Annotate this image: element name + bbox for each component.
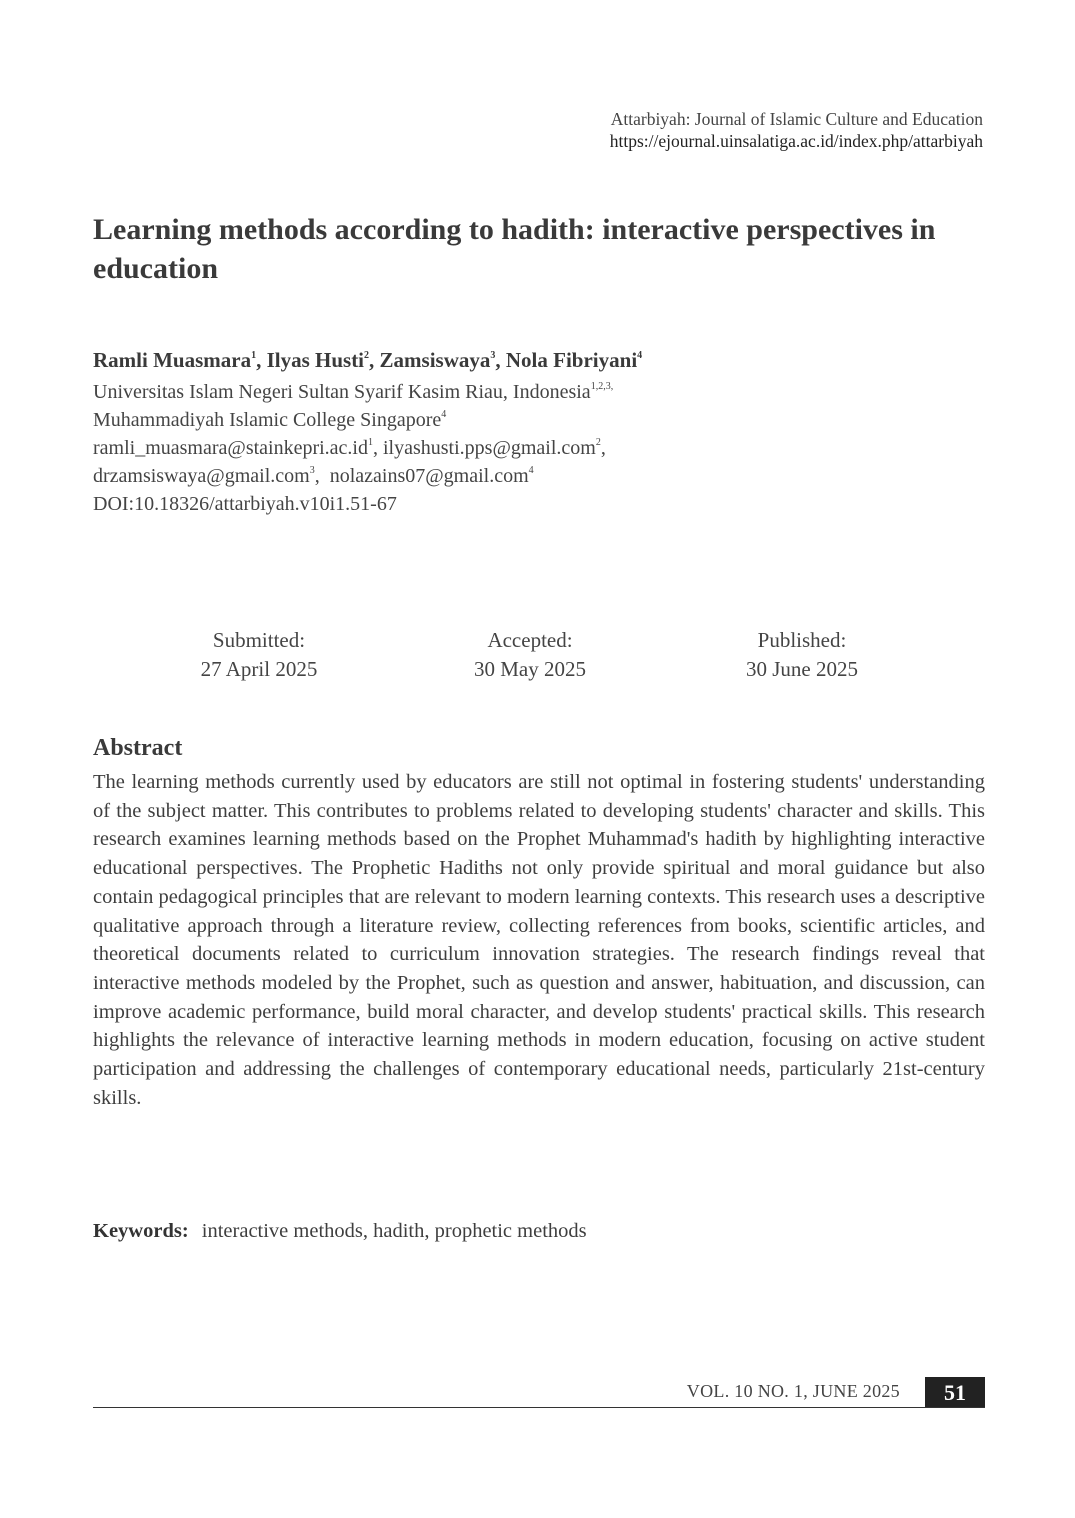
affiliation-2 [93, 406, 993, 434]
author-name: Zamsiswaya [379, 348, 491, 372]
accepted-date [420, 626, 640, 684]
email-line-2: drzamsiswaya@gmail.com$^3$, nolazains07@gmail.com$^4$ [93, 465, 534, 487]
email-mark: 4 [528, 465, 534, 476]
footer-volume: VOL. 10 NO. 1, JUNE 2025 [686, 1381, 900, 1401]
submitted-label: Submitted: [212, 628, 306, 652]
keywords-values: interactive methods, hadith, prophetic methods [201, 1220, 587, 1242]
affiliation-mark: 1,2,3, [590, 381, 614, 392]
author-name: Ilyas Husti [266, 348, 365, 372]
author-mark: 4 [637, 350, 643, 361]
footer-rule [93, 1407, 985, 1408]
page-number: 51 [925, 1377, 985, 1408]
published-value: 30 June 2025 [746, 657, 858, 681]
abstract-body: The learning methods currently used by educators are still not optimal in fostering students' understanding of the subject matter. This contributes to problems related to developing students' character and skills. This research examines learning methods based on the Prophet Muhammad's hadith by highlighting interactive educational perspectives. The Prophetic Hadiths not only provide spiritual and moral guidance but also contain pedagogical principles that are relevant to modern learning contexts. This research uses a descriptive qualitative approach through a literature review, collecting references from books, scientific articles, and theoretical documents related to curriculum innovation strategies. The research findings reveal that interactive methods modeled by the Prophet, such as question and answer, habituation, and discussion, can improve academic performance, build moral character, and develop students' practical skills. This research highlights the relevance of interactive learning methods in modern education, focusing on active student participation and addressing the challenges of contemporary educational needs, particularly 21st-century skills. [93, 771, 985, 1109]
accepted-value: 30 May 2025 [474, 657, 586, 681]
submitted-value: 27 April 2025 [200, 657, 318, 681]
accepted-label: Accepted: [487, 628, 573, 652]
email-mark: 3 [309, 465, 315, 476]
email-mark: 1 [368, 437, 373, 448]
affiliation-text: Muhammadiyah Islamic College Singapore [93, 409, 442, 431]
journal-url[interactable]: https://ejournal.uinsalatiga.ac.id/index.php/attarbiyah [609, 131, 983, 151]
doi[interactable]: DOI:10.18326/attarbiyah.v10i1.51-67 [93, 493, 397, 515]
email-link[interactable]: drzamsiswaya@gmail.com [93, 465, 310, 487]
email-mark: 2 [595, 437, 601, 448]
email-link[interactable]: ramli_muasmara@stainkepri.ac.id [93, 437, 368, 459]
author-mark: 3 [490, 350, 496, 361]
affiliation-text: Universitas Islam Negeri Sultan Syarif Kasim Riau, Indonesia [93, 381, 591, 403]
keywords-label: Keywords: [93, 1220, 189, 1242]
author-list: Ramli Muasmara$^1$, Ilyas Husti$^2$, Zamsiswaya$^3$, Nola Fibriyani$^4$ [93, 348, 643, 372]
keywords [93, 1220, 985, 1243]
author-mark: 2 [364, 350, 370, 361]
email-line-1: $ramli\_muasmara@stainkepri.ac.id^1$, ilyashusti.pps@gmail.com$^2$, [93, 437, 606, 459]
published-date [692, 626, 912, 684]
paper-title: Learning methods according to hadith: interactive perspectives in education [93, 213, 936, 285]
published-label: Published: [757, 628, 847, 652]
abstract-heading: Abstract [93, 735, 183, 761]
author-name: Nola Fibriyani [505, 348, 638, 372]
email-link[interactable]: ilyashusti.pps@gmail.com [383, 437, 596, 459]
submitted-date [149, 626, 369, 684]
author-mark: 1 [251, 350, 257, 361]
affiliation-mark: 4 [441, 409, 447, 420]
email-link[interactable]: nolazains07@gmail.com [329, 465, 529, 487]
affiliation-1 [93, 378, 993, 406]
author-name: Ramli Muasmara [93, 348, 252, 372]
journal-header [383, 108, 983, 152]
journal-name: Attarbiyah: Journal of Islamic Culture and Education [610, 109, 983, 129]
